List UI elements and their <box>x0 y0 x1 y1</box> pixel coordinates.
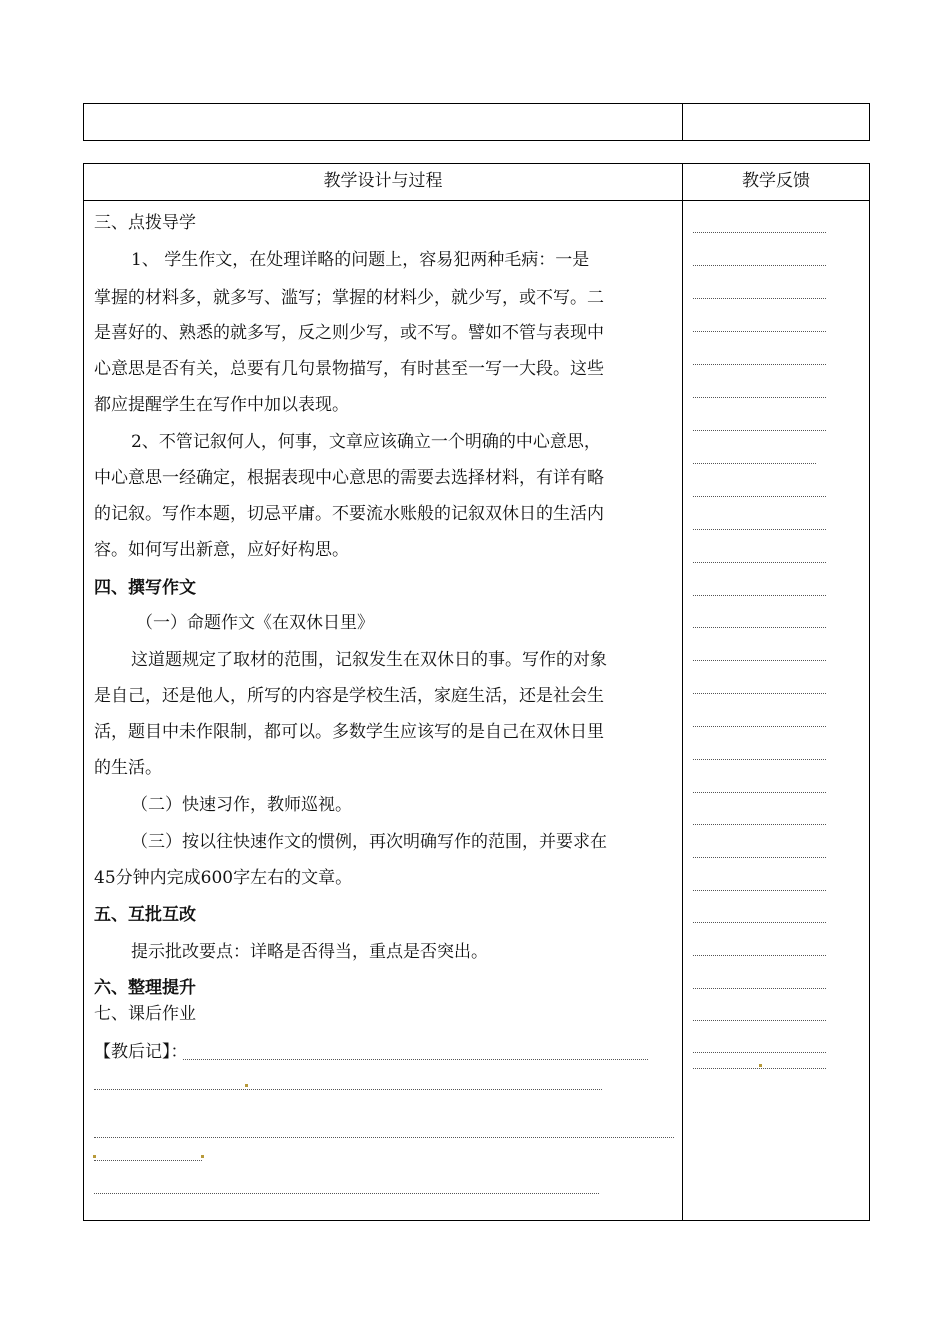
feedback-line <box>693 824 826 825</box>
notes-line <box>94 1089 602 1090</box>
feedback-line <box>693 331 826 332</box>
paragraph-line: 心意思是否有关，总要有几句景物描写，有时甚至一写一大段。这些 <box>94 359 604 379</box>
feedback-line <box>693 265 826 266</box>
feedback-line <box>693 529 826 530</box>
notes-line <box>183 1059 648 1060</box>
feedback-line <box>693 562 826 563</box>
feedback-line <box>693 890 826 891</box>
top-table <box>83 103 870 141</box>
paragraph-line: 中心意思一经确定，根据表现中心意思的需要去选择材料，有详有略 <box>94 468 604 488</box>
section-heading-summary: 六、整理提升 <box>94 978 196 998</box>
feedback-line <box>693 857 826 858</box>
feedback-line <box>693 627 826 628</box>
paragraph-line: （一）命题作文《在双休日里》 <box>136 613 374 633</box>
paragraph-line: 的记叙。写作本题，切忌平庸。不要流水账般的记叙双休日的生活内 <box>94 504 604 524</box>
section-heading-guidance: 三、点拨导学 <box>94 213 196 233</box>
feedback-line <box>693 792 826 793</box>
mark <box>201 1155 204 1158</box>
paragraph-line: 这道题规定了取材的范围，记叙发生在双休日的事。写作的对象 <box>131 650 607 670</box>
feedback-line <box>693 660 826 661</box>
feedback-line <box>693 364 826 365</box>
feedback-line <box>693 397 826 398</box>
paragraph-line: 容。如何写出新意，应好好构思。 <box>94 540 349 560</box>
section-heading-writing: 四、撰写作文 <box>94 578 196 598</box>
paragraph-line: 1、 学生作文，在处理详略的问题上，容易犯两种毛病：一是 <box>131 250 590 270</box>
feedback-line <box>693 232 826 233</box>
paragraph-line: 都应提醒学生在写作中加以表现。 <box>94 395 349 415</box>
notes-line <box>94 1160 202 1161</box>
mark <box>759 1064 762 1067</box>
paragraph-line: （二）快速习作，教师巡视。 <box>131 795 352 815</box>
mark <box>245 1084 248 1087</box>
section-heading-peer-review: 五、互批互改 <box>94 905 196 925</box>
paragraph-line: 掌握的材料多，就多写、滥写；掌握的材料少，就少写，或不写。二 <box>94 288 604 308</box>
feedback-line <box>693 726 826 727</box>
paragraph-line: 的生活。 <box>94 758 162 778</box>
column-header-design: 教学设计与过程 <box>323 171 443 191</box>
main-table-divider <box>682 163 683 1221</box>
feedback-line <box>693 922 826 923</box>
feedback-line <box>693 430 826 431</box>
paragraph-line: （三）按以往快速作文的惯例，再次明确写作的范围，并要求在 <box>131 832 607 852</box>
paragraph-line: 活，题目中未作限制，都可以。多数学生应该写的是自己在双休日里 <box>94 722 604 742</box>
notes-line <box>94 1137 674 1138</box>
paragraph-line: 45分钟内完成600字左右的文章。 <box>94 868 353 888</box>
paragraph-line: 2、不管记叙何人，何事，文章应该确立一个明确的中心意思， <box>131 432 601 452</box>
feedback-line <box>693 693 826 694</box>
feedback-line <box>693 759 826 760</box>
feedback-line <box>693 1020 826 1021</box>
feedback-line <box>693 1052 826 1053</box>
feedback-line <box>693 496 826 497</box>
feedback-line <box>693 463 816 464</box>
column-header-feedback: 教学反馈 <box>742 171 810 191</box>
feedback-line <box>693 298 826 299</box>
header-row-divider <box>83 200 870 201</box>
feedback-line <box>693 1068 826 1069</box>
section-heading-homework: 七、课后作业 <box>94 1004 196 1024</box>
post-lesson-notes-label: 【教后记】： <box>94 1042 188 1062</box>
paragraph-line: 提示批改要点：详略是否得当，重点是否突出。 <box>131 942 488 962</box>
feedback-line <box>693 988 826 989</box>
notes-line <box>94 1193 599 1194</box>
feedback-line <box>693 955 826 956</box>
paragraph-line: 是自己，还是他人，所写的内容是学校生活，家庭生活，还是社会生 <box>94 686 604 706</box>
mark <box>93 1155 96 1158</box>
feedback-line <box>693 595 826 596</box>
top-table-divider <box>682 103 683 141</box>
paragraph-line: 是喜好的、熟悉的就多写，反之则少写，或不写。譬如不管与表现中 <box>94 323 604 343</box>
